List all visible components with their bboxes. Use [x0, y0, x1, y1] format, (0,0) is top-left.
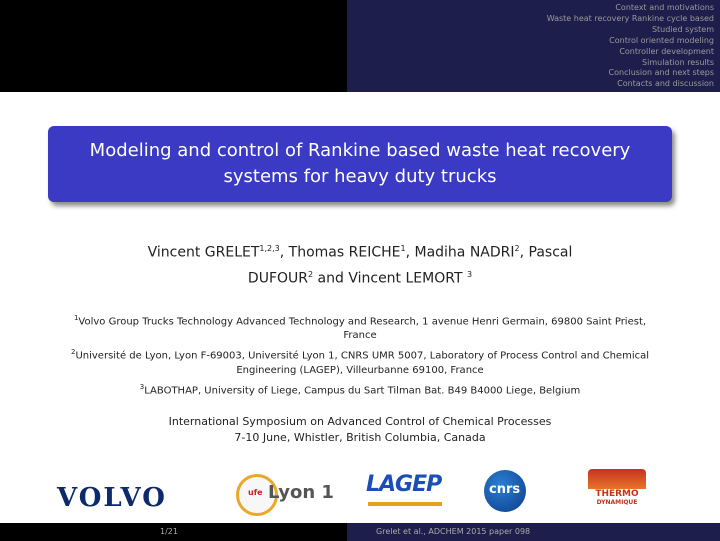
- lagep-wordmark: LAGEP: [366, 472, 442, 497]
- nav-item-controller[interactable]: Controller development: [619, 46, 714, 56]
- thermodynamique-logo: [588, 469, 646, 513]
- affiliation-text: Volvo Group Trucks Technology Advanced Technology and Research, 1 avenue Henri Germain, 69800 Saint Priest, France: [78, 316, 647, 342]
- nav-item-contacts[interactable]: Contacts and discussion: [617, 79, 714, 89]
- lagep-underbar: [368, 502, 442, 506]
- affiliation-number: 2: [70, 348, 76, 357]
- affiliation-number: 3: [139, 382, 145, 391]
- presentation-title: Modeling and control of Rankine based waste heat recovery systems for heavy duty trucks: [89, 140, 631, 187]
- lyon1-wordmark: Lyon 1: [268, 482, 334, 503]
- affiliation-3: [60, 380, 660, 398]
- affiliation-2: [60, 345, 660, 377]
- title-block: [48, 126, 672, 202]
- nav-item-modeling[interactable]: Control oriented modeling: [609, 35, 714, 45]
- page-number: 1/21: [160, 527, 178, 536]
- lagep-logo: [366, 472, 446, 516]
- author-name: Madiha NADRI: [414, 244, 515, 261]
- author-list: Vincent GRELET$^{1,2,3}$, Thomas REICHE$^1$, Madiha NADRI$^2$, Pascal DUFOUR$^2$ and Vincent LEMORT $^3$: [147, 244, 573, 287]
- lyon1-logo: [236, 470, 346, 516]
- affiliations: [60, 311, 660, 400]
- nav-item-studied-system[interactable]: Studied system: [651, 24, 714, 34]
- section-navigation: [547, 3, 714, 90]
- dynamique-wordmark: DYNAMIQUE: [596, 499, 638, 506]
- affiliation-text: Université de Lyon, Lyon F-69003, Université Lyon 1, CNRS UMR 5007, Laboratory of Process Control and Chemical Engineering (LAGEP), Villeurbanne 69100, France: [75, 350, 650, 376]
- author-name: Vincent LEMORT: [348, 270, 463, 287]
- author-superscript: 2: [308, 269, 314, 279]
- thermo-wordmark: THERMO: [595, 489, 639, 499]
- nav-item-waste-heat-recovery[interactable]: Waste heat recovery Rankine cycle based: [546, 13, 714, 23]
- author-name: Thomas REICHE: [288, 244, 401, 261]
- lyon1-badge-icon: ufe: [236, 474, 278, 516]
- author-name: DUFOUR: [247, 270, 308, 287]
- nav-item-conclusion[interactable]: Conclusion and next steps: [608, 68, 714, 78]
- author-name: Pascal: [528, 244, 573, 261]
- affiliation-text: LABOTHAP, University of Liege, Campus du Sart Tilman Bat. B49 B4000 Liege, Belgium: [144, 384, 581, 396]
- conference-date-location: 7-10 June, Whistler, British Columbia, Canada: [234, 431, 486, 444]
- header-left-panel: [0, 0, 347, 92]
- and-word: and: [317, 270, 344, 287]
- header-bar: [0, 0, 720, 92]
- author-superscript: 2: [514, 244, 520, 253]
- author-superscript: 1: [400, 244, 406, 253]
- cnrs-logo: [484, 470, 526, 512]
- nav-item-simulation[interactable]: Simulation results: [642, 57, 714, 67]
- cnrs-wordmark: cnrs: [489, 482, 521, 497]
- author-superscript: 1,2,3: [259, 244, 280, 253]
- affiliation-1: [60, 311, 660, 343]
- nav-item-context[interactable]: Context and motivations: [615, 3, 714, 12]
- footer-citation: Grelet et al., ADCHEM 2015 paper 098: [376, 527, 531, 536]
- conference-name: International Symposium on Advanced Control of Chemical Processes: [168, 415, 552, 428]
- flame-icon: [588, 469, 646, 489]
- author-superscript: 3: [466, 269, 473, 279]
- conference-info: [80, 414, 640, 446]
- affiliation-number: 1: [73, 314, 79, 322]
- volvo-logo: VOLVO: [57, 483, 167, 513]
- footer-bar: [0, 523, 720, 541]
- author-name: Vincent GRELET: [147, 244, 260, 261]
